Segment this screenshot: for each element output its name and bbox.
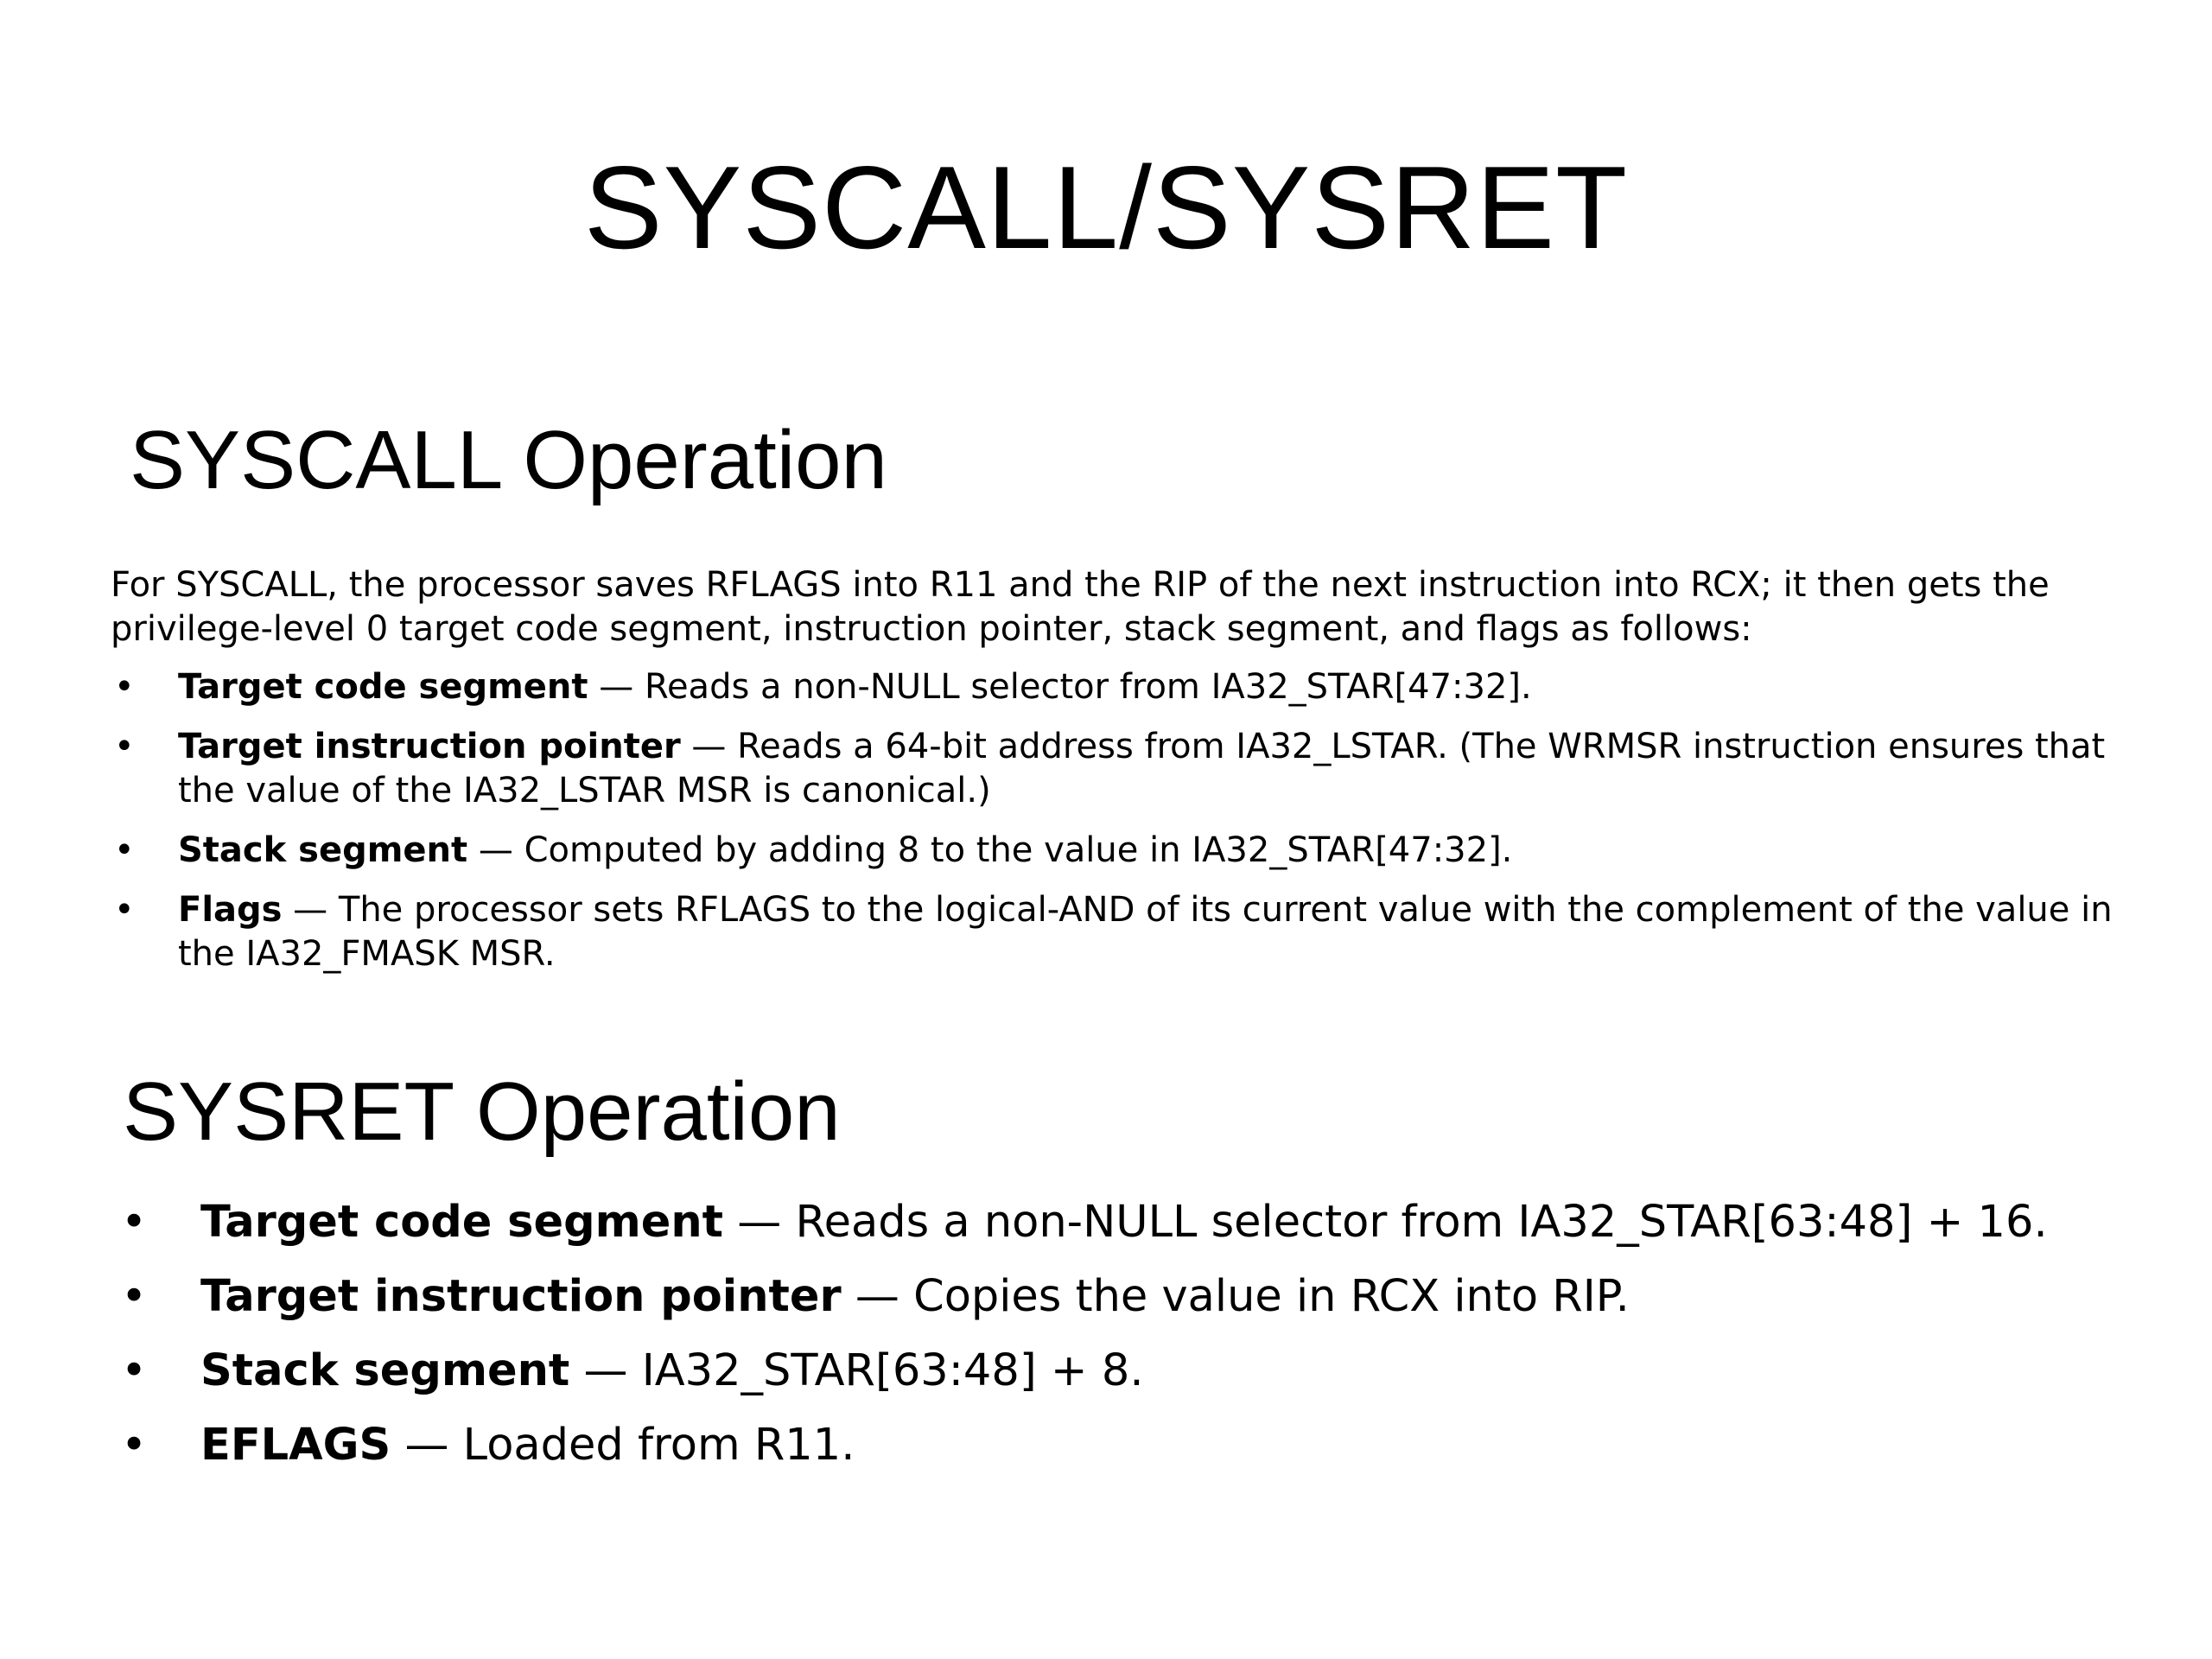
bullet-icon: • <box>114 667 135 707</box>
item-text: — IA32_STAR[63:48] + 8. <box>569 1345 1144 1396</box>
item-term: EFLAGS <box>200 1420 391 1471</box>
item-term: Target code segment <box>178 667 588 707</box>
bullet-icon: • <box>121 1345 148 1396</box>
item-text: — The processor sets RFLAGS to the logical-AND of its current value with the complement of the value in the IA32_FMASK MSR. <box>178 890 2113 974</box>
sysret-heading: SYSRET Operation <box>123 1065 841 1158</box>
syscall-intro: For SYSCALL, the processor saves RFLAGS into R11 and the RIP of the next instruction into RCX; it then gets the privilege-level 0 target code segment, instruction pointer, stack segment, and flags as follows: <box>111 565 2050 649</box>
syscall-bullet-list <box>111 665 2158 992</box>
list-item <box>111 829 2158 873</box>
item-text: — Reads a non-NULL selector from IA32_STAR[63:48] + 16. <box>723 1197 2048 1248</box>
list-item <box>121 1343 2108 1400</box>
item-term: Flags <box>178 890 283 930</box>
list-item <box>111 888 2158 976</box>
item-term: Target instruction pointer <box>178 727 681 766</box>
item-term: Stack segment <box>178 830 468 870</box>
bullet-icon: • <box>121 1271 148 1322</box>
slide-title: SYSCALL/SYSRET <box>583 142 1629 273</box>
bullet-icon: • <box>114 727 135 766</box>
list-item <box>121 1194 2108 1251</box>
item-text: — Loaded from R11. <box>391 1420 855 1471</box>
bullet-icon: • <box>114 890 135 930</box>
bullet-icon: • <box>121 1420 148 1471</box>
bullet-icon: • <box>121 1197 148 1248</box>
syscall-heading: SYSCALL Operation <box>130 414 887 506</box>
item-text: — Computed by adding 8 to the value in IA32_STAR[47:32]. <box>467 830 1513 870</box>
list-item <box>111 725 2158 813</box>
item-text: — Copies the value in RCX into RIP. <box>841 1271 1630 1322</box>
list-item <box>121 1417 2108 1474</box>
item-text: — Reads a non-NULL selector from IA32_STAR[47:32]. <box>588 667 1532 707</box>
item-term: Target code segment <box>200 1197 724 1248</box>
item-term: Stack segment <box>200 1345 570 1396</box>
item-term: Target instruction pointer <box>200 1271 842 1322</box>
item-text: — Reads a 64-bit address from IA32_LSTAR. (The WRMSR instruction ensures that the value of the IA32_LSTAR MSR is canonical.) <box>178 727 2106 810</box>
sysret-bullet-list <box>121 1194 2108 1491</box>
bullet-icon: • <box>114 830 135 870</box>
list-item <box>121 1268 2108 1325</box>
list-item <box>111 665 2158 709</box>
